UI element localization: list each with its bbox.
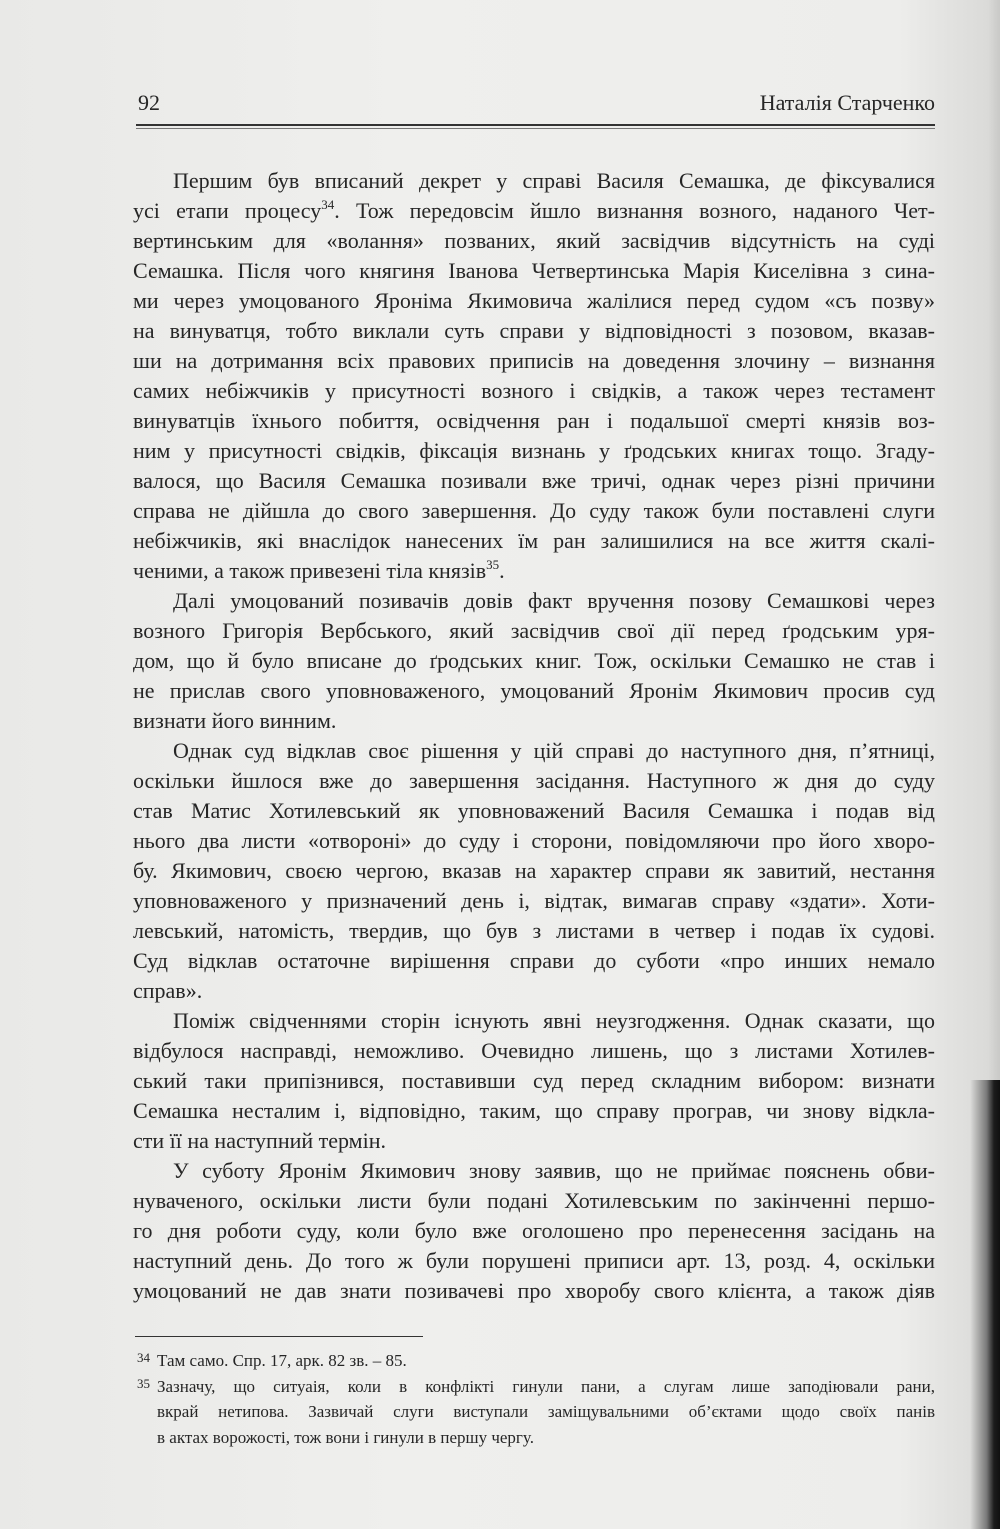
text-line: став Матис Хотилевський як уповноважений Василя Семашка і подав від [133,798,935,823]
text-line: вертинським для «волання» позваних, який засвідчив відсутність на суді [133,228,935,253]
footnotes [137,1348,935,1450]
text-line: го дня роботи суду, коли було вже оголошено про перенесення засідань на [133,1218,935,1243]
footnote [137,1374,935,1451]
text-line: винуватців їхнього побиття, освідчення ран і подальшої смерті князів воз- [133,408,935,433]
text-line: не прислав свого уповноваженого, умоцований Яронім Якимович просив суд [133,678,935,703]
footnote-number: 35 [137,1375,150,1391]
footnote-line: вкрай нетипова. Зазвичай слуги виступали заміщувальними об’єктами щодо своїх панів [157,1402,935,1421]
text-line: ши на дотримання всіх правових приписів на доведення злочину – визнання [133,348,935,373]
text-line: дом, що й було вписане до ґродських книг. Тож, оскільки Семашко не став і [133,648,935,673]
main-text [133,166,935,1306]
footnote-line: Там само. Спр. 17, арк. 82 зв. – 85. [157,1351,407,1370]
page-edge-shadow [988,0,1000,1080]
footnote-separator [135,1336,423,1337]
text-line: Далі умоцований позивачів довів факт вручення позову Семашкові через [173,588,935,613]
text-line: бу. Якимович, своєю чергою, вказав на характер справи як завитий, нестання [133,858,935,883]
text-line: нього два листи «отвороні» до суду і сторони, повідомляючи про його хворо- [133,828,935,853]
text-line: ним у присутності свідків, фіксація визнань у ґродських книгах тощо. Згаду- [133,438,935,463]
text-line: Поміж свідченнями сторін існують явні неузгодження. Однак сказати, що [173,1008,935,1033]
text-line: Першим був вписаний декрет у справі Василя Семашка, де фіксувалися [173,168,935,193]
paragraph [133,736,935,1006]
text-line: умоцований не дав знати позивачеві про хворобу свого клієнта, а також діяв [133,1278,935,1303]
footnote-number: 34 [137,1350,150,1365]
footnote-line: Зазначу, що ситуаія, коли в конфлікті гинули пани, а слугам лише заподіювали рани, [157,1376,935,1396]
text-line: наступний день. До того ж були порушені приписи арт. 13, розд. 4, оскільки [133,1248,935,1273]
footnote [137,1348,935,1374]
text-line: Суд відклав остаточне вирішення справи до суботи «про инших немало [133,948,935,973]
text-line: нуваченого, оскільки листи були подані Хотилевським по закінченні першо- [133,1188,935,1213]
paragraph [133,586,935,736]
text-line: сти її на наступний термін. [133,1128,386,1153]
paragraph [133,166,935,586]
footnote-line: в актах ворожості, тож вони і гинули в першу чергу. [157,1427,534,1447]
text-line: справ». [133,978,203,1003]
text-line: валося, що Василя Семашка позивали вже тричі, однак через різні причини [133,468,935,493]
text-line: оскільки йшлося вже до завершення засідання. Наступного ж дня до суду [133,768,935,793]
text-line: Семашка несталим і, відповідно, таким, що справу програв, чи знову відкла- [133,1098,935,1123]
text-line: левський, натомість, твердив, що був з листами в четвер і подав їх судові. [133,918,935,943]
text-line: Семашка. Після чого княгиня Іванова Четвертинська Марія Киселівна з сина- [133,258,935,283]
text-line: небіжчиків, які внаслідок нанесених їм ран залишилися на все життя скалі- [133,528,935,553]
page-number: 92 [138,90,160,115]
text-line: усі етапи процесу$^{34}$. Тож передовсім йшло визнання возного, наданого Чет- [133,197,935,223]
text-line: визнати його винним. [133,708,337,733]
text-line: возного Григорія Вербського, який засвідчив свої дії перед ґродським уря- [133,618,935,643]
footnote-reference: 35 [486,557,500,572]
header-rule-thin [136,128,935,129]
text-line: ченими, а також привезені тіла князів$^{35}$. [133,557,505,583]
text-line: У суботу Яронім Якимович знову заявив, що не приймає пояснень обви- [173,1158,935,1183]
text-line: уповноваженого у призначений день і, відтак, вимагав справу «здати». Хоти- [133,888,935,913]
text-line: самих небіжчиків у присутності возного і свідків, а також через тестамент [133,378,935,403]
text-line: ський таки припізнився, поставивши суд перед складним вибором: визнати [133,1068,935,1093]
running-header [138,90,935,120]
header-rule [136,124,935,126]
paragraph [133,1006,935,1156]
text-line: ми через умоцованого Яроніма Якимовича жалілися перед судом «съ позву» [133,288,935,313]
text-line: на винуватця, тобто виклали суть справи у відповідності з позовом, вказав- [133,318,935,343]
book-gutter-shadow [970,1080,1000,1529]
text-line: Однак суд відклав своє рішення у цій справі до наступного дня, п’ятниці, [173,738,935,763]
footnote-reference: 34 [321,197,335,212]
text-line: відбулося насправді, неможливо. Очевидно лишень, що з листами Хотилев- [133,1038,935,1063]
running-header-author: Наталія Старченко [759,90,935,115]
text-line: справа не дійшла до свого завершення. До суду також були поставлені слуги [133,498,935,523]
paragraph [133,1156,935,1306]
